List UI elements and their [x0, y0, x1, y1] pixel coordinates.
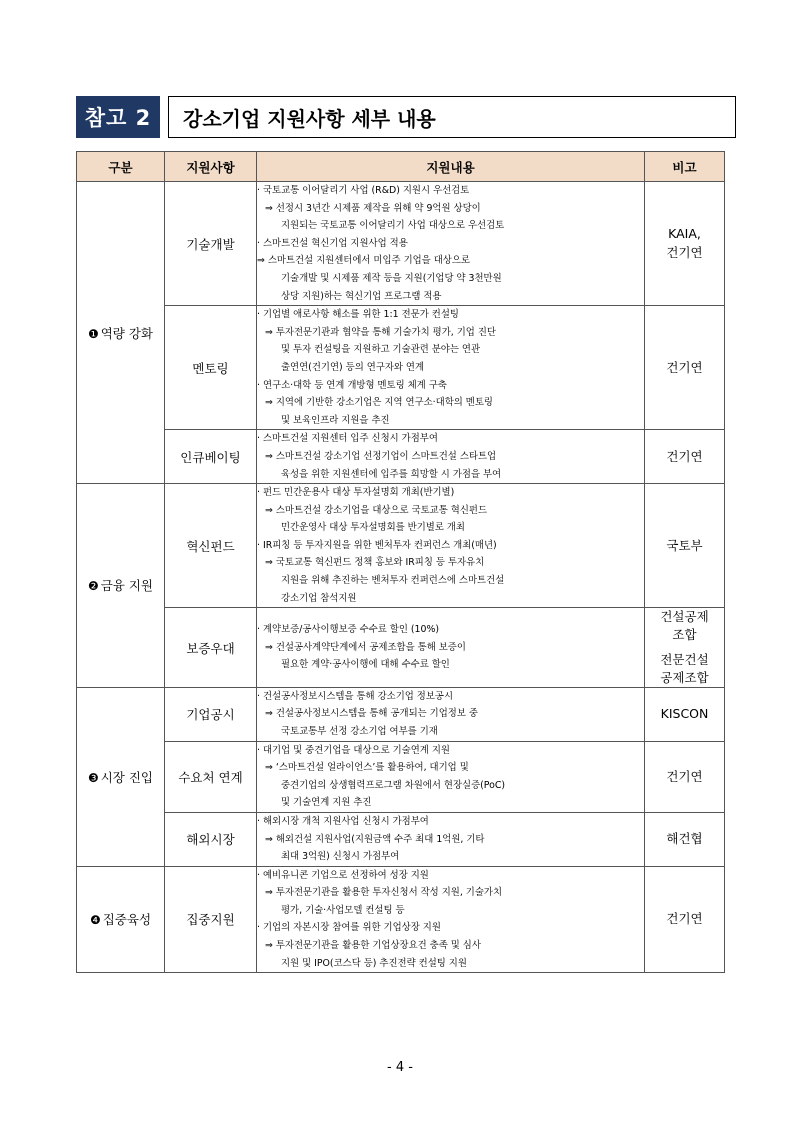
category-label: 시장 진입 [100, 769, 154, 785]
content-line: · 기업별 애로사항 해소를 위한 1:1 전문가 컨설팅 [257, 309, 459, 321]
support-content-cell [257, 741, 645, 812]
content-line: ⇒ 지역에 기반한 강소기업은 지역 연구소·대학의 멘토링 [265, 397, 493, 409]
support-content-cell [257, 866, 645, 973]
content-line: 평가, 기술·사업모델 컨설팅 등 [281, 904, 405, 916]
support-content-cell [257, 608, 645, 688]
support-content-cell [257, 812, 645, 866]
content-line: · 스마트건설 지원센터 입주 신청시 가점부여 [257, 433, 438, 445]
category-cell [77, 182, 165, 484]
table-header-row [77, 152, 725, 182]
table-body [77, 182, 725, 973]
note-cell [645, 306, 725, 430]
content-line: 및 보육인프라 지원을 추진 [281, 414, 390, 426]
content-line: · 해외시장 개척 지원사업 신청시 가점부여 [257, 815, 429, 827]
content-line: ⇒ 국토교통 혁신펀드 정책 홍보와 IR피칭 등 투자유치 [265, 557, 485, 569]
table-row [77, 306, 725, 430]
support-content-cell [257, 306, 645, 430]
support-item-cell: 기업공시 [165, 687, 257, 741]
support-item-cell: 멘토링 [165, 306, 257, 430]
table-row [77, 182, 725, 306]
note-cell [645, 608, 725, 688]
note-cell [645, 182, 725, 306]
table-row [77, 430, 725, 484]
category-cell [77, 687, 165, 866]
header-category: 구분 [77, 152, 165, 182]
support-content-cell [257, 484, 645, 608]
header-item: 지원사항 [165, 152, 257, 182]
content-line: 육성을 위한 지원센터에 입주를 희망할 시 가점을 부여 [281, 468, 502, 480]
note-line: KISCON [660, 706, 709, 722]
category-number: ❹ [89, 913, 101, 928]
support-item-cell: 보증우대 [165, 608, 257, 688]
table-row [77, 687, 725, 741]
content-line: ⇒ 투자전문기관과 협약을 통해 기술가치 평가, 기업 진단 [265, 326, 496, 338]
note-cell [645, 687, 725, 741]
note-cell [645, 866, 725, 973]
content-line: 지원 및 IPO(코스닥 등) 추진전략 컨설팅 지원 [281, 957, 467, 969]
content-line: · 대기업 및 중견기업을 대상으로 기술연계 지원 [257, 744, 450, 756]
content-line: 최대 3억원) 신청시 가점부여 [281, 851, 400, 863]
category-number: ❸ [87, 770, 99, 785]
category-label: 집중육성 [102, 912, 152, 928]
support-item-cell: 수요처 연계 [165, 741, 257, 812]
category-cell [77, 484, 165, 688]
support-content-cell [257, 430, 645, 484]
support-item-cell: 집중지원 [165, 866, 257, 973]
note-line: 건기연 [666, 448, 703, 464]
content-line: ⇒ 건설공사정보시스템을 통해 공개되는 기업정보 중 [265, 708, 478, 720]
content-line: · 예비유니콘 기업으로 선정하여 성장 지원 [257, 869, 429, 881]
content-line: 국토교통부 선정 강소기업 여부를 기재 [281, 725, 438, 737]
note-line: 공제조합 [660, 669, 709, 685]
content-line: 출연연(건기연) 등의 연구자와 연계 [281, 361, 425, 373]
note-cell [645, 741, 725, 812]
support-content-cell [257, 687, 645, 741]
support-content-cell [257, 182, 645, 306]
note-line: 국토부 [666, 537, 703, 553]
content-line: 기술개발 및 시제품 제작 등을 지원(기업당 약 3천만원 [281, 272, 502, 284]
content-line: 지원되는 국토교통 이어달리기 사업 대상으로 우선검토 [281, 220, 505, 232]
header-content: 지원내용 [257, 152, 645, 182]
content-line: ⇒ 선정시 3년간 시제품 제작을 위해 약 9억원 상당이 [265, 202, 481, 214]
table-row [77, 866, 725, 973]
doc-title [76, 96, 724, 138]
content-line: · 국토교통 이어달리기 사업 (R&D) 지원시 우선검토 [257, 185, 470, 196]
note-line: 건기연 [666, 911, 703, 927]
support-item-cell: 해외시장 [165, 812, 257, 866]
note-cell [645, 430, 725, 484]
content-line: ⇒ 스마트건설 지원센터에서 미입주 기업을 대상으로 [257, 255, 470, 267]
content-line: 강소기업 참석지원 [281, 592, 357, 604]
table-row [77, 484, 725, 608]
content-line: · 기업의 자본시장 참여를 위한 기업상장 지원 [257, 922, 441, 934]
category-number: ❶ [87, 326, 99, 341]
content-line: ⇒ 해외건설 지원사업(지원금액 수주 최대 1억원, 기타 [265, 833, 485, 845]
reference-badge: 참고 2 [76, 96, 160, 138]
note-line: KAIA, [668, 226, 701, 242]
note-cell [645, 812, 725, 866]
support-item-cell: 기술개발 [165, 182, 257, 306]
content-line: ⇒ 건설공사계약단계에서 공제조합을 통해 보증이 [265, 641, 466, 653]
content-line: ⇒ 투자전문기관을 활용한 투자신청서 작성 지원, 기술가치 [265, 887, 503, 899]
content-line: ⇒ 스마트건설 강소기업 선정기업이 스마트건설 스타트업 [265, 450, 497, 462]
content-line: 및 기술연계 지원 추진 [281, 797, 372, 809]
content-line: · IR피칭 등 투자지원을 위한 벤처투자 컨퍼런스 개최(매년) [257, 539, 497, 551]
content-line: 및 투자 컨설팅을 지원하고 기술관련 분야는 연관 [281, 344, 481, 356]
support-item-cell: 인큐베이팅 [165, 430, 257, 484]
table-row [77, 812, 725, 866]
note-cell [645, 484, 725, 608]
content-line: ⇒ ‘스마트건설 얼라이언스’를 활용하여, 대기업 및 [265, 762, 469, 774]
category-label: 역량 강화 [100, 325, 154, 341]
content-line: · 스마트건설 혁신기업 지원사업 적용 [257, 237, 408, 249]
note-line: 건기연 [666, 359, 703, 375]
content-line: ⇒ 투자전문기관을 활용한 기업상장요건 충족 및 심사 [265, 940, 481, 952]
content-line: 중견기업의 상생협력프로그램 차원에서 현장실증(PoC) [281, 779, 506, 791]
header-note: 비고 [645, 152, 725, 182]
support-table [76, 151, 725, 973]
note-line: 전문건설 [660, 651, 709, 667]
page-number: - 4 - [387, 1060, 413, 1075]
note-line: 조합 [672, 627, 697, 643]
content-line: ⇒ 스마트건설 강소기업을 대상으로 국토교통 혁신펀드 [265, 504, 487, 516]
page-title: 강소기업 지원사항 세부 내용 [168, 96, 736, 138]
table-row [77, 741, 725, 812]
support-item-cell: 혁신펀드 [165, 484, 257, 608]
note-line: 건기연 [666, 244, 703, 260]
category-label: 금융 지원 [100, 578, 154, 594]
category-cell [77, 866, 165, 973]
content-line: 필요한 계약·공사이행에 대해 수수료 할인 [281, 659, 450, 671]
content-line: · 건설공사정보시스템을 통해 강소기업 정보공시 [257, 690, 454, 702]
note-line: 해건협 [666, 831, 703, 847]
category-number: ❷ [87, 579, 99, 594]
content-line: · 연구소·대학 등 연계 개방형 멘토링 체계 구축 [257, 379, 447, 391]
note-line: 건설공제 [660, 609, 709, 625]
content-line: · 계약보증/공사이행보증 수수료 할인 (10%) [257, 624, 440, 636]
content-line: 민간운영사 대상 투자설명회를 반기별로 개최 [281, 522, 465, 534]
content-line: 지원을 위해 추진하는 벤처투자 컨퍼런스에 스마트건설 [281, 575, 505, 587]
content-line: · 펀드 민간운용사 대상 투자설명회 개최(반기별) [257, 487, 455, 499]
note-line: 건기연 [666, 768, 703, 784]
content-line: 상당 지원)하는 혁신기업 프로그램 적용 [281, 290, 442, 302]
table-row [77, 608, 725, 688]
